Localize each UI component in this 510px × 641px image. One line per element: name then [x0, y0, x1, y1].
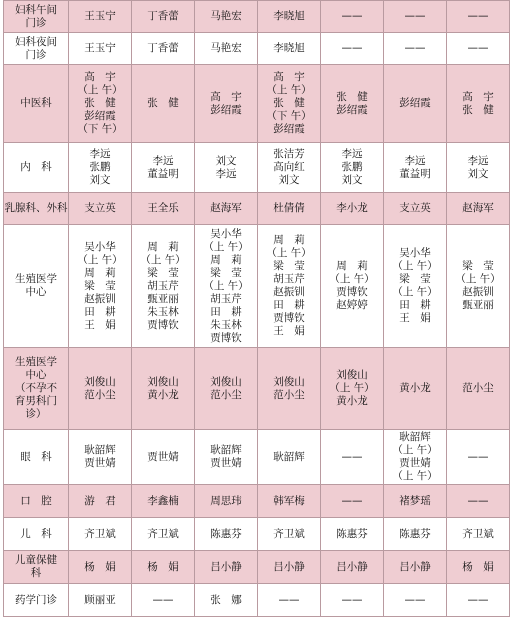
doctor-name: 李鑫楠 — [147, 494, 179, 507]
doctor-cell — [195, 518, 258, 551]
doctor-name: 赵振钏 — [462, 286, 494, 298]
doctor-cell — [321, 1, 384, 33]
doctor-cell — [195, 193, 258, 225]
doctor-name: 刘文 — [278, 174, 300, 186]
doctor-name: 董益明 — [147, 167, 179, 180]
doctor-cell — [195, 225, 258, 348]
department-name: 门诊 — [25, 16, 47, 29]
department-name: 生殖医学 — [15, 273, 57, 285]
doctor-cell — [195, 33, 258, 65]
doctor-name: —— — [467, 593, 489, 606]
doctor-cell — [258, 193, 321, 225]
doctor-name: 刘俊山 — [84, 375, 116, 388]
doctor-name: 刘文 — [215, 154, 237, 167]
schedule-row — [4, 518, 510, 551]
department-cell — [4, 143, 69, 193]
department-name: 药学门诊 — [15, 593, 57, 606]
doctor-name: 赵振钏 — [273, 286, 305, 298]
doctor-name: （上 午） — [392, 286, 438, 298]
doctor-name: 齐卫斌 — [147, 527, 179, 540]
doctor-cell — [258, 348, 321, 430]
department-name: 中心 — [25, 369, 47, 381]
doctor-cell — [132, 65, 195, 143]
department-name: 诊） — [25, 408, 47, 420]
doctor-name: 刘俊山 — [273, 375, 305, 388]
doctor-name: —— — [404, 42, 426, 54]
department-name: 乳腺科、外科 — [4, 202, 68, 214]
department-name: 儿童保健 — [15, 554, 57, 566]
doctor-name: 游 君 — [84, 494, 116, 507]
doctor-name: 高 宇 — [210, 90, 242, 103]
schedule-row — [4, 65, 510, 143]
doctor-cell — [447, 193, 510, 225]
doctor-name: 李小龙 — [336, 202, 368, 214]
department-cell — [4, 551, 69, 584]
doctor-cell — [384, 485, 447, 518]
doctor-cell — [384, 430, 447, 485]
doctor-cell — [258, 551, 321, 584]
doctor-cell — [384, 551, 447, 584]
doctor-cell — [384, 193, 447, 225]
doctor-name: 褚梦瑶 — [399, 494, 431, 507]
doctor-cell — [195, 430, 258, 485]
doctor-cell — [447, 485, 510, 518]
doctor-cell — [132, 430, 195, 485]
doctor-name: 赵振钏 — [84, 292, 116, 305]
schedule-row — [4, 143, 510, 193]
doctor-name: —— — [341, 42, 363, 54]
doctor-cell — [69, 485, 132, 518]
doctor-name: 赵海军 — [210, 202, 242, 214]
doctor-cell — [447, 1, 510, 33]
schedule-body — [4, 1, 510, 617]
doctor-cell — [132, 584, 195, 617]
doctor-name: 张 健 — [147, 97, 179, 109]
doctor-name: 田 耕 — [273, 299, 305, 311]
doctor-cell — [132, 348, 195, 430]
doctor-name: —— — [341, 593, 363, 606]
doctor-name: 王玉宁 — [84, 10, 116, 22]
doctor-name: 张鹏 — [341, 161, 363, 173]
doctor-name: 丁香蕾 — [147, 42, 179, 54]
doctor-name: 周 莉 — [210, 253, 242, 266]
doctor-name: 刘文 — [89, 174, 111, 186]
doctor-cell — [321, 225, 384, 348]
doctor-name: 彭绍霞 — [399, 97, 431, 109]
doctor-name: 支立英 — [399, 202, 431, 214]
doctor-name: 田 耕 — [210, 305, 242, 318]
doctor-cell — [258, 518, 321, 551]
doctor-name: —— — [467, 10, 489, 22]
doctor-cell — [321, 485, 384, 518]
department-name: （不孕不 — [15, 382, 57, 394]
doctor-name: （上 午） — [77, 253, 123, 266]
doctor-name: 黄小龙 — [336, 395, 368, 407]
doctor-name: 吕小静 — [273, 560, 305, 573]
department-cell — [4, 193, 69, 225]
doctor-name: 李远 — [152, 154, 174, 167]
doctor-name: 贾世婧 — [84, 457, 116, 469]
department-name: 内 科 — [20, 161, 52, 173]
doctor-name: —— — [341, 450, 363, 463]
doctor-cell — [384, 33, 447, 65]
department-cell — [4, 33, 69, 65]
schedule-row — [4, 225, 510, 348]
doctor-name: 陈惠芬 — [210, 527, 242, 540]
doctor-name: 张洁芳 — [273, 148, 305, 160]
doctor-name: （上 午） — [266, 84, 312, 96]
doctor-cell — [447, 518, 510, 551]
doctor-name: （上 午） — [266, 247, 312, 259]
doctor-name: 齐卫斌 — [84, 527, 116, 540]
doctor-name: 贾博钦 — [273, 312, 305, 324]
doctor-name: 赵海军 — [462, 202, 494, 214]
doctor-name: —— — [341, 494, 363, 507]
department-cell — [4, 348, 69, 430]
doctor-name: 陈惠芬 — [399, 527, 431, 540]
doctor-name: 齐卫斌 — [462, 527, 494, 540]
doctor-cell — [447, 430, 510, 485]
doctor-name: （上 午） — [392, 260, 438, 272]
doctor-name: 耿韶辉 — [84, 444, 116, 456]
doctor-name: 张 健 — [336, 90, 368, 103]
doctor-cell — [384, 584, 447, 617]
doctor-name: 刘文 — [467, 167, 489, 180]
department-cell — [4, 485, 69, 518]
doctor-cell — [384, 348, 447, 430]
doctor-cell — [132, 193, 195, 225]
doctor-name: 胡玉芹 — [147, 279, 179, 292]
doctor-name: （上 午） — [392, 444, 438, 456]
doctor-cell — [321, 518, 384, 551]
doctor-name: 马艳宏 — [210, 10, 242, 22]
department-name: 生殖医学 — [15, 356, 57, 368]
doctor-name: 胡玉芹 — [273, 273, 305, 285]
doctor-name: 胡玉芹 — [210, 292, 242, 305]
doctor-name: 刘俊山 — [210, 375, 242, 388]
doctor-cell — [69, 551, 132, 584]
doctor-name: （上 午） — [329, 382, 375, 394]
doctor-cell — [195, 65, 258, 143]
doctor-name: 黄小龙 — [147, 388, 179, 401]
doctor-cell — [321, 551, 384, 584]
doctor-name: （上 午） — [140, 253, 186, 266]
doctor-name: 李远 — [89, 148, 111, 160]
department-cell — [4, 518, 69, 551]
doctor-cell — [195, 143, 258, 193]
department-name: 中心 — [25, 286, 47, 298]
doctor-name: 范小尘 — [273, 388, 305, 401]
doctor-name: 梁 莹 — [84, 279, 116, 292]
doctor-name: 贾世婧 — [147, 450, 179, 463]
doctor-name: 甄亚丽 — [147, 292, 179, 305]
doctor-cell — [195, 485, 258, 518]
doctor-name: （上 午） — [329, 273, 375, 285]
department-name: 妇科夜间 — [15, 35, 57, 48]
doctor-name: —— — [467, 42, 489, 54]
doctor-name: —— — [278, 593, 300, 606]
doctor-name: 朱玉林 — [210, 318, 242, 331]
doctor-cell — [69, 33, 132, 65]
doctor-name: 杨 娟 — [147, 560, 179, 573]
doctor-name: 耿韶辉 — [273, 450, 305, 463]
doctor-name: 杨 娟 — [462, 560, 494, 573]
doctor-name: 张 健 — [462, 103, 494, 116]
doctor-cell — [132, 33, 195, 65]
department-cell — [4, 65, 69, 143]
doctor-cell — [69, 65, 132, 143]
doctor-name: 彭绍霞 — [336, 103, 368, 116]
doctor-name: 王 娟 — [399, 312, 431, 324]
duty-schedule-table — [3, 0, 510, 617]
doctor-name: —— — [152, 593, 174, 606]
doctor-cell — [69, 193, 132, 225]
doctor-name: 周 莉 — [147, 240, 179, 253]
doctor-cell — [258, 65, 321, 143]
doctor-name: 耿韶辉 — [399, 431, 431, 443]
doctor-name: 梁 莹 — [462, 260, 494, 272]
department-name: 儿 科 — [20, 527, 52, 540]
doctor-name: 吕小静 — [336, 560, 368, 573]
doctor-cell — [69, 348, 132, 430]
schedule-row — [4, 33, 510, 65]
doctor-cell — [258, 584, 321, 617]
doctor-name: 彭绍霞 — [210, 103, 242, 116]
doctor-name: 马艳宏 — [210, 42, 242, 54]
doctor-cell — [447, 584, 510, 617]
doctor-name: 周 莉 — [273, 234, 305, 246]
doctor-name: 李晓旭 — [273, 10, 305, 22]
doctor-cell — [447, 33, 510, 65]
doctor-name: 刘俊山 — [336, 369, 368, 381]
doctor-cell — [321, 430, 384, 485]
doctor-cell — [195, 551, 258, 584]
doctor-cell — [69, 430, 132, 485]
doctor-cell — [321, 348, 384, 430]
doctor-cell — [321, 584, 384, 617]
doctor-name: 顾丽亚 — [84, 593, 116, 606]
doctor-name: 朱玉林 — [147, 305, 179, 318]
doctor-cell — [321, 65, 384, 143]
doctor-name: 周思玮 — [210, 494, 242, 507]
doctor-name: —— — [467, 494, 489, 507]
doctor-name: 李远 — [404, 154, 426, 167]
doctor-name: 梁 莹 — [210, 266, 242, 279]
doctor-name: 周 莉 — [84, 266, 116, 279]
doctor-cell — [132, 551, 195, 584]
doctor-name: 贾博钦 — [210, 331, 242, 344]
doctor-name: —— — [341, 10, 363, 22]
schedule-row — [4, 348, 510, 430]
doctor-name: 贾世婧 — [399, 457, 431, 469]
doctor-cell — [384, 518, 447, 551]
doctor-cell — [258, 430, 321, 485]
doctor-cell — [321, 33, 384, 65]
doctor-cell — [258, 225, 321, 348]
doctor-name: 张 娜 — [210, 593, 242, 606]
doctor-name: 杨 娟 — [84, 560, 116, 573]
doctor-name: 支立英 — [84, 202, 116, 214]
schedule-row — [4, 485, 510, 518]
doctor-cell — [321, 143, 384, 193]
doctor-name: 彭绍霞 — [84, 110, 116, 122]
doctor-name: （上 午） — [77, 84, 123, 96]
doctor-cell — [384, 225, 447, 348]
doctor-name: （上 午） — [392, 470, 438, 482]
doctor-name: 贾世婧 — [210, 457, 242, 469]
doctor-name: （下 午） — [266, 110, 312, 122]
doctor-cell — [132, 518, 195, 551]
doctor-name: （上 午） — [203, 240, 249, 253]
doctor-name: 高 宇 — [84, 71, 116, 83]
doctor-cell — [69, 584, 132, 617]
department-name: 妇科午间 — [15, 3, 57, 16]
doctor-cell — [447, 65, 510, 143]
doctor-cell — [69, 518, 132, 551]
department-name: 眼 科 — [20, 450, 52, 463]
doctor-cell — [321, 193, 384, 225]
doctor-name: 王玉宁 — [84, 42, 116, 54]
department-name: 育男科门 — [15, 395, 57, 407]
doctor-cell — [447, 225, 510, 348]
doctor-name: 丁香蕾 — [147, 10, 179, 22]
department-cell — [4, 584, 69, 617]
doctor-cell — [384, 143, 447, 193]
doctor-cell — [195, 1, 258, 33]
doctor-cell — [258, 33, 321, 65]
doctor-cell — [195, 584, 258, 617]
doctor-name: 高 宇 — [462, 90, 494, 103]
doctor-cell — [258, 143, 321, 193]
doctor-name: 刘俊山 — [147, 375, 179, 388]
doctor-name: 吴小华 — [210, 227, 242, 240]
doctor-cell — [69, 225, 132, 348]
doctor-name: —— — [404, 593, 426, 606]
doctor-name: 甄亚丽 — [462, 299, 494, 311]
doctor-name: 张 健 — [84, 97, 116, 109]
doctor-cell — [132, 1, 195, 33]
schedule-row — [4, 584, 510, 617]
department-name: 口 腔 — [20, 494, 52, 507]
department-cell — [4, 430, 69, 485]
doctor-name: 李远 — [467, 154, 489, 167]
doctor-name: 田 耕 — [84, 305, 116, 318]
doctor-cell — [195, 348, 258, 430]
schedule-row — [4, 1, 510, 33]
doctor-name: 吴小华 — [399, 247, 431, 259]
doctor-name: 张 健 — [273, 97, 305, 109]
department-name: 中医科 — [20, 97, 52, 109]
doctor-name: 彭绍霞 — [273, 123, 305, 135]
doctor-name: 王全乐 — [147, 202, 179, 214]
department-name: 门诊 — [25, 48, 47, 61]
doctor-cell — [132, 225, 195, 348]
doctor-name: 高向红 — [273, 161, 305, 173]
doctor-name: 董益明 — [399, 167, 431, 180]
doctor-name: 陈惠芬 — [336, 527, 368, 540]
doctor-cell — [384, 1, 447, 33]
doctor-name: 贾博钦 — [147, 318, 179, 331]
schedule-row — [4, 551, 510, 584]
doctor-name: 韩军梅 — [273, 494, 305, 507]
doctor-name: 周 莉 — [336, 260, 368, 272]
doctor-cell — [258, 485, 321, 518]
doctor-name: 李远 — [341, 148, 363, 160]
doctor-cell — [258, 1, 321, 33]
doctor-name: 李晓旭 — [273, 42, 305, 54]
doctor-name: （上 午） — [455, 273, 501, 285]
doctor-name: 贾博钦 — [336, 286, 368, 298]
doctor-name: 李远 — [215, 167, 237, 180]
doctor-name: 吕小静 — [399, 560, 431, 573]
doctor-name: 梁 莹 — [147, 266, 179, 279]
doctor-cell — [447, 143, 510, 193]
department-cell — [4, 225, 69, 348]
department-cell — [4, 1, 69, 33]
doctor-name: 王 娟 — [84, 318, 116, 331]
doctor-name: 吴小华 — [84, 240, 116, 253]
doctor-cell — [447, 551, 510, 584]
doctor-name: 刘文 — [341, 174, 363, 186]
doctor-name: 王 娟 — [273, 325, 305, 337]
doctor-name: —— — [467, 450, 489, 463]
doctor-name: 梁 莹 — [399, 273, 431, 285]
doctor-name: 张鹏 — [89, 161, 111, 173]
doctor-name: 范小尘 — [462, 382, 494, 394]
doctor-name: 吕小静 — [210, 560, 242, 573]
doctor-cell — [447, 348, 510, 430]
doctor-name: 高 宇 — [273, 71, 305, 83]
doctor-name: 田 耕 — [399, 299, 431, 311]
department-name: 科 — [30, 567, 42, 579]
doctor-name: 杜倩倩 — [273, 202, 305, 214]
doctor-name: 黄小龙 — [399, 382, 431, 394]
doctor-name: 赵婷婷 — [336, 299, 368, 311]
doctor-name: 梁 莹 — [273, 260, 305, 272]
doctor-name: （下 午） — [77, 123, 123, 135]
doctor-cell — [132, 485, 195, 518]
doctor-name: 耿韶辉 — [210, 444, 242, 456]
doctor-cell — [384, 65, 447, 143]
doctor-name: —— — [404, 10, 426, 22]
schedule-row — [4, 430, 510, 485]
doctor-name: 范小尘 — [84, 388, 116, 401]
doctor-cell — [132, 143, 195, 193]
doctor-name: 齐卫斌 — [273, 527, 305, 540]
doctor-name: 范小尘 — [210, 388, 242, 401]
doctor-cell — [69, 1, 132, 33]
doctor-cell — [69, 143, 132, 193]
schedule-row — [4, 193, 510, 225]
doctor-name: （上 午） — [203, 279, 249, 292]
